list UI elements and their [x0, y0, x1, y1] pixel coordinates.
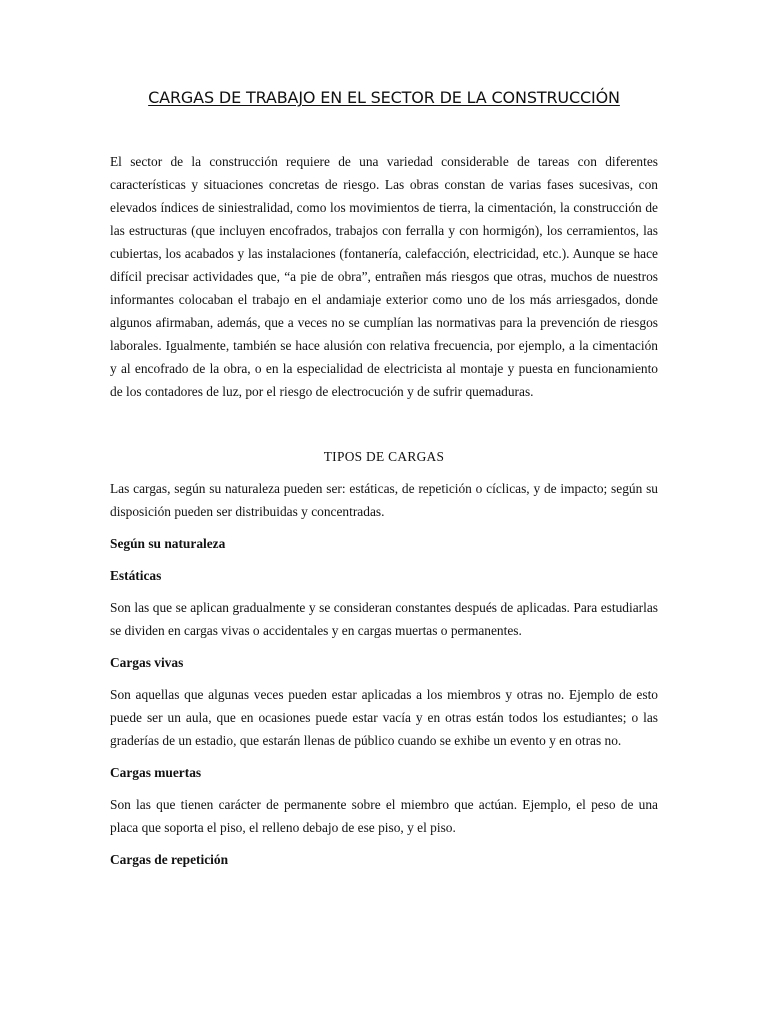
heading-cargas-vivas: Cargas vivas [110, 655, 184, 670]
heading-estaticas: Estáticas [110, 568, 162, 583]
section-intro-paragraph: Las cargas, según su naturaleza pueden ser: estáticas, de repetición o cíclicas, y de impacto; según su disposición pueden ser distribuidas y concentradas. [110, 481, 658, 519]
intro-paragraph: El sector de la construcción requiere de una variedad considerable de tareas con diferentes características y situaciones concretas de riesgo. Las obras constan de varias fases sucesivas, con elevados índices de siniestralidad, como los movimientos de tierra, la cimentación, la construcción de las estructuras (que incluyen encofrados, trabajos con ferralla y con hormigón), los cerramientos, las cubiertas, los acabados y las instalaciones (fontanería, calefacción, electricidad, etc.). Aunque se hace difícil precisar actividades que, “a pie de obra”, entrañen más riesgos que otras, muchos de nuestros informantes colocaban el trabajo en el andamiaje exterior como uno de los más arriesgados, donde algunos afirmaban, además, que a veces no se cumplían las normativas para la prevención de riesgos laborales. Igualmente, también se hace alusión con relativa frecuencia, por ejemplo, a la cimentación y al encofrado de la obra, o en la especialidad de electricista al montaje y puesta en funcionamiento de los contadores de luz, por el riesgo de electrocución y de sufrir quemaduras. [110, 154, 658, 399]
paragraph-estaticas: Son las que se aplican gradualmente y se consideran constantes después de aplicadas. Para estudiarlas se dividen en cargas vivas o accidentales y en cargas muertas o permanentes. [110, 600, 658, 638]
paragraph-cargas-muertas: Son las que tienen carácter de permanente sobre el miembro que actúan. Ejemplo, el peso de una placa que soporta el piso, el relleno debajo de ese piso, y el piso. [110, 797, 658, 835]
paragraph-cargas-vivas: Son aquellas que algunas veces pueden estar aplicadas a los miembros y otras no. Ejemplo de esto puede ser un aula, que en ocasiones puede estar vacía y en otras están todos los estudiantes; o las graderías de un estadio, que estarán llenas de público cuando se exhibe un evento y en otras no. [110, 687, 658, 748]
section-heading-tipos-de-cargas: TIPOS DE CARGAS [323, 449, 445, 464]
document-title: CARGAS DE TRABAJO EN EL SECTOR DE LA CONSTRUCCIÓN [148, 88, 620, 107]
heading-cargas-repeticion: Cargas de repetición [110, 852, 229, 867]
document-page [110, 0, 658, 1024]
heading-segun-naturaleza: Según su naturaleza [110, 536, 226, 551]
heading-cargas-muertas: Cargas muertas [110, 765, 202, 780]
document-body [110, 150, 658, 880]
